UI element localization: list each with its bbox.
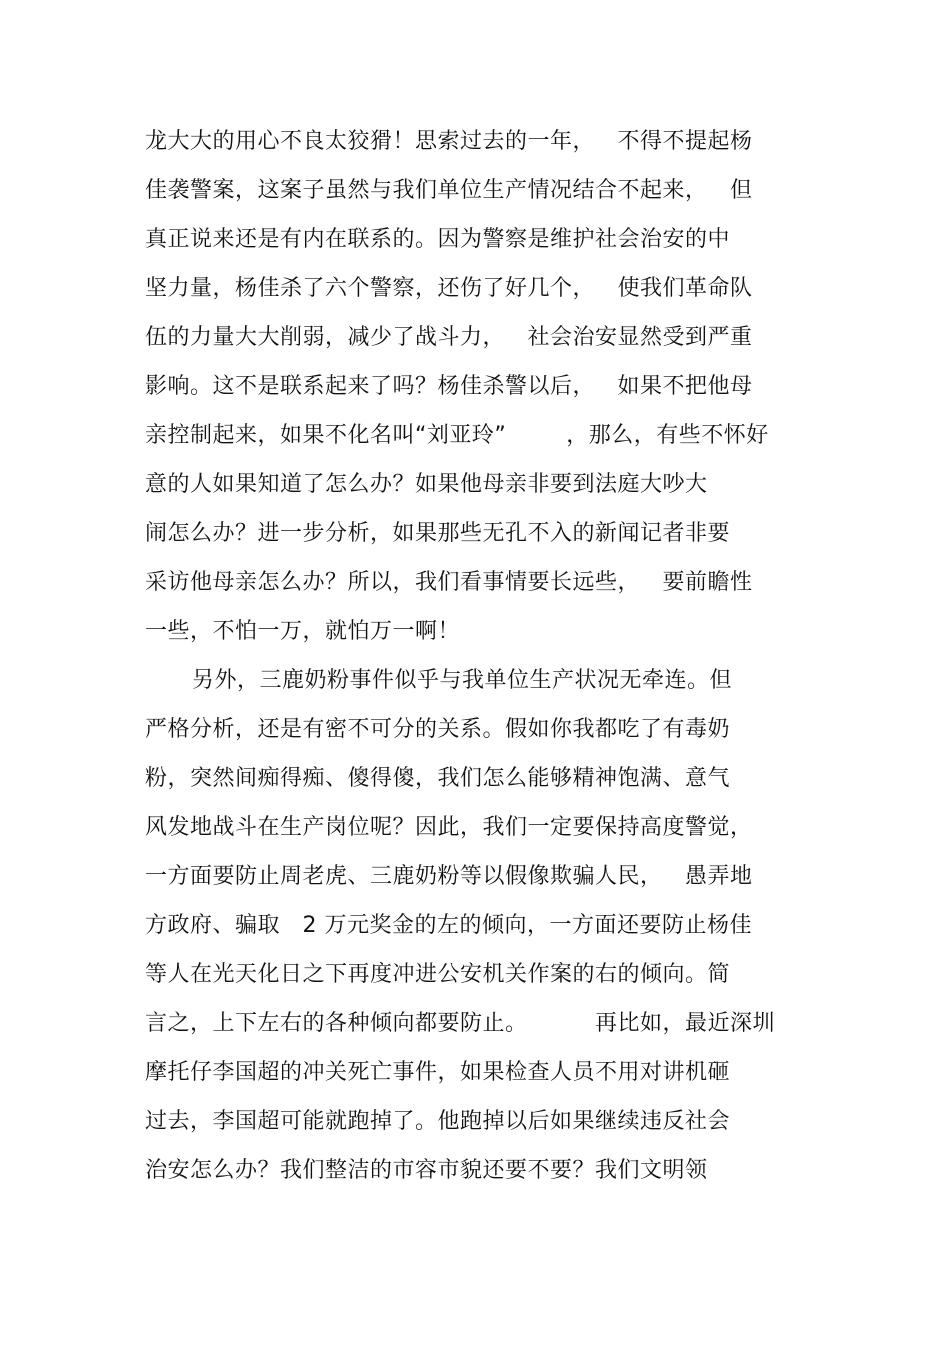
text-line: 亲控制起来，如果不化名叫“刘亚玲” ，那么，有些不怀好: [145, 423, 769, 448]
text-line: 等人在光天化日之下再度冲进公安机关作案的右的倾向。简: [145, 962, 731, 987]
text-line: 采访他母亲怎么办？所以，我们看事情要长远些， 要前瞻性: [145, 570, 753, 595]
text-line: 风发地战斗在生产岗位呢？因此，我们一定要保持高度警觉，: [145, 815, 753, 840]
text-line: 一方面要防止周老虎、三鹿奶粉等以假像欺骗人民， 愚弄地: [145, 864, 753, 889]
text-line: 真正说来还是有内在联系的。因为警察是维护社会治安的中: [145, 227, 731, 252]
text-line: 坚力量，杨佳杀了六个警察，还伤了好几个， 使我们革命队: [145, 276, 753, 301]
text-line: 一些，不怕一万，就怕万一啊！: [145, 619, 461, 644]
text-line: 伍的力量大大削弱，减少了战斗力， 社会治安显然受到严重: [145, 325, 753, 350]
text-line: 意的人如果知道了怎么办？如果他母亲非要到法庭大吵大: [145, 472, 708, 497]
text-line: 龙大大的用心不良太狡猾！思索过去的一年， 不得不提起杨: [145, 129, 753, 154]
paragraph-first-line: 另外，三鹿奶粉事件似乎与我单位生产状况无牵连。但: [192, 668, 733, 693]
text-line: 过去，李国超可能就跑掉了。他跑掉以后如果继续违反社会: [145, 1109, 731, 1134]
text-line: 方政府、骗取 2 万元奖金的左的倾向，一方面还要防止杨佳: [145, 913, 752, 938]
text-line: 言之，上下左右的各种倾向都要防止。 再比如，最近深圳: [145, 1011, 775, 1036]
text-line: 严格分析，还是有密不可分的关系。假如你我都吃了有毒奶: [145, 717, 731, 742]
text-line: 摩托仔李国超的冲关死亡事件，如果检查人员不用对讲机砸: [145, 1060, 731, 1085]
text-line: 佳袭警案，这案子虽然与我们单位生产情况结合不起来， 但: [145, 178, 753, 203]
text-line: 粉，突然间痴得痴、傻得傻，我们怎么能够精神饱满、意气: [145, 766, 731, 791]
text-line: 治安怎么办？我们整洁的市容市貌还要不要？我们文明领: [145, 1158, 708, 1183]
text-line: 影响。这不是联系起来了吗？杨佳杀警以后， 如果不把他母: [145, 374, 753, 399]
text-line: 闹怎么办？进一步分析，如果那些无孔不入的新闻记者非要: [145, 521, 731, 546]
